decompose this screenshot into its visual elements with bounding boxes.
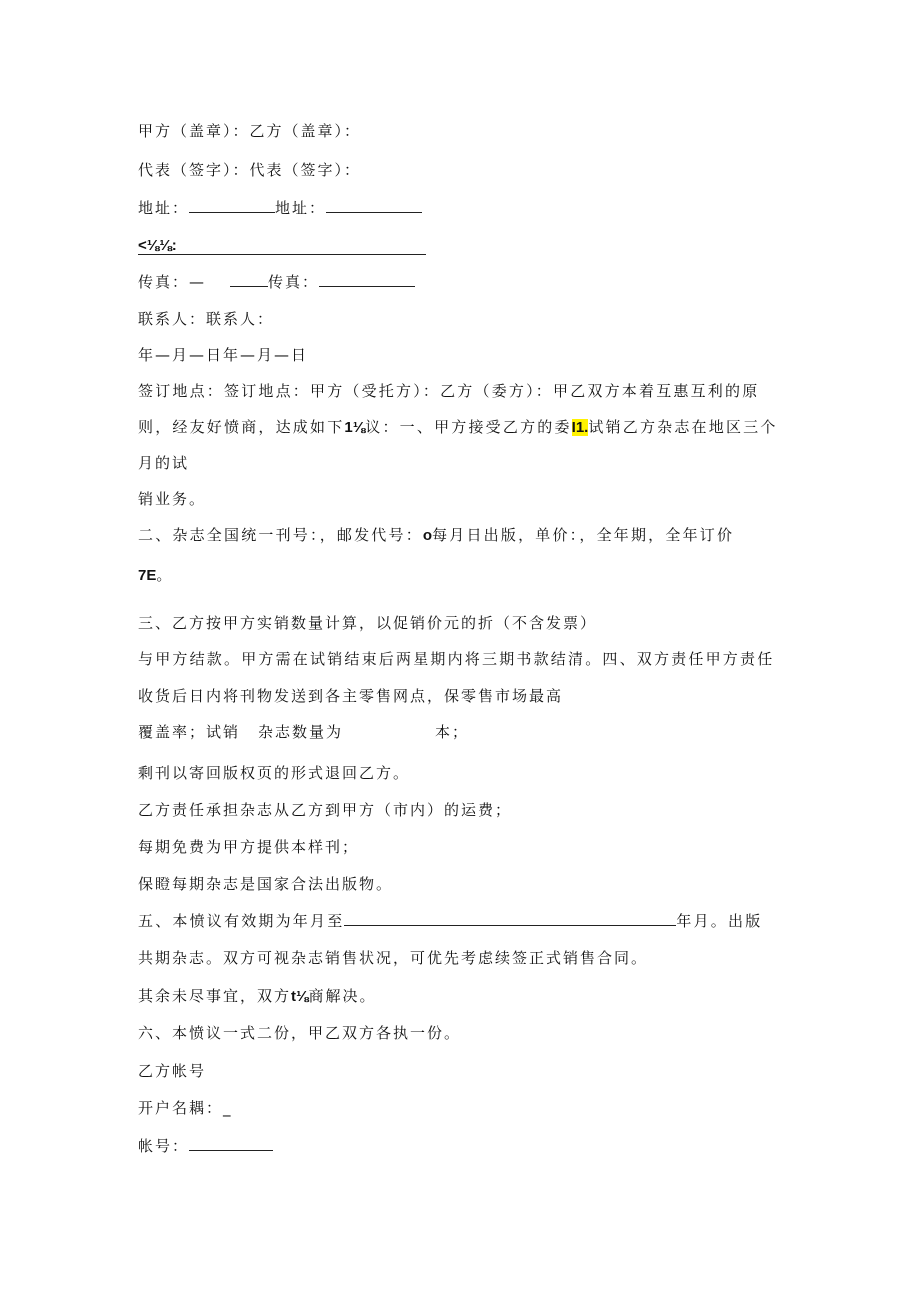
representative-line: 代表（签字）：代表（签字）： — [138, 161, 362, 179]
section-two-text-a: 二、杂志全国统一刊号：，邮发代号： — [138, 526, 423, 544]
fax-label-b: 传真： — [268, 273, 320, 291]
validity-line — [138, 911, 762, 931]
coverage-text-c: 本； — [435, 723, 470, 741]
fax-blank-a — [230, 272, 268, 287]
intro-line-3: 月的试 — [138, 454, 190, 472]
coverage-text-b: 杂志数量为 — [258, 723, 344, 741]
address-line — [138, 198, 422, 218]
coverage-line — [138, 722, 469, 742]
account-heading: 乙方帐号 — [138, 1062, 207, 1080]
section-two-text-b: 每月日出版，单价：，全年期，全年订价 — [432, 526, 735, 544]
legality-line: 保瞪每期杂志是国家合法出版物。 — [138, 875, 394, 893]
section-three-line-1: 三、乙方按甲方实销数量计算，以促销价元的折（不含发票） — [138, 614, 598, 632]
address-blank-a — [189, 198, 275, 213]
samples-line: 每期免费为甲方提供本样刊； — [138, 838, 360, 856]
intro-line-4: 销业务。 — [138, 490, 207, 508]
intro-text-c: 试销乙方杂志在地区三个 — [588, 418, 778, 436]
account-number-label: 帐号： — [138, 1137, 190, 1155]
intro-line-1: 签订地点：签订地点：甲方（受托方）：乙方（委方）：甲乙双方本着互惠互利的原 — [138, 382, 760, 400]
date-line: 年—月—日年—月—日 — [138, 346, 309, 364]
intro-text-a: 则，经友好愤商，达成如下 — [138, 418, 345, 436]
phone-underline — [138, 254, 426, 255]
party-seal-line: 甲方（盖章）：乙方（盖章）： — [138, 122, 362, 140]
fax-line — [138, 272, 415, 292]
validity-blank — [344, 911, 676, 926]
intro-glyph-a: 1⅛ — [344, 419, 366, 436]
section-three-line-3: 收货后日内将刊物发送到各主零售网点，保零售市场最高 — [138, 687, 564, 705]
fax-blank-b — [319, 272, 415, 287]
section-two-line — [138, 525, 734, 546]
other-matters-text-b: 商解决。 — [308, 987, 377, 1005]
shipping-line: 乙方责任承担杂志从乙方到甲方（市内）的运费； — [138, 801, 513, 819]
address-blank-b — [326, 198, 422, 213]
intro-line-2 — [138, 417, 778, 438]
section-three-line-2: 与甲方结款。甲方需在试销结束后两星期内将三期书款结清。四、双方责任甲方责任 — [138, 650, 775, 668]
contact-line: 联系人：联系人： — [138, 310, 275, 328]
highlighted-glyph: I1. — [571, 419, 589, 436]
renewal-line: 共期杂志。双方可视杂志销售状况，可优先考虑续签正式销售合同。 — [138, 949, 649, 967]
other-matters-text-a: 其余未尽事宜，双方 — [138, 987, 292, 1005]
price-glyph: 7E — [138, 567, 157, 584]
fax-label-a: 传真：— — [138, 273, 207, 291]
address-label-b: 地址： — [275, 199, 327, 217]
section-two-glyph: o — [422, 527, 433, 544]
section-two-price-line — [138, 565, 173, 586]
other-matters-glyph: t⅛ — [291, 988, 309, 1005]
account-name-line: 开户名耦：_ — [138, 1099, 233, 1117]
validity-text-b: 年月。出版 — [676, 912, 763, 930]
price-period: 。 — [156, 566, 174, 584]
validity-text-a: 五、本愤议有效期为年月至 — [138, 912, 345, 930]
account-number-blank — [189, 1136, 273, 1151]
phone-line: <⅛⅛: — [138, 237, 177, 254]
account-number-line — [138, 1136, 273, 1156]
returns-line: 剩刊以寄回版权页的形式退回乙方。 — [138, 764, 411, 782]
intro-text-b: 议：一、甲方接受乙方的委 — [365, 418, 572, 436]
other-matters-line — [138, 986, 377, 1007]
copies-line: 六、本愤议一式二份，甲乙双方各执一份。 — [138, 1024, 462, 1042]
coverage-text-a: 覆盖率；试销 — [138, 723, 241, 741]
address-label-a: 地址： — [138, 199, 190, 217]
